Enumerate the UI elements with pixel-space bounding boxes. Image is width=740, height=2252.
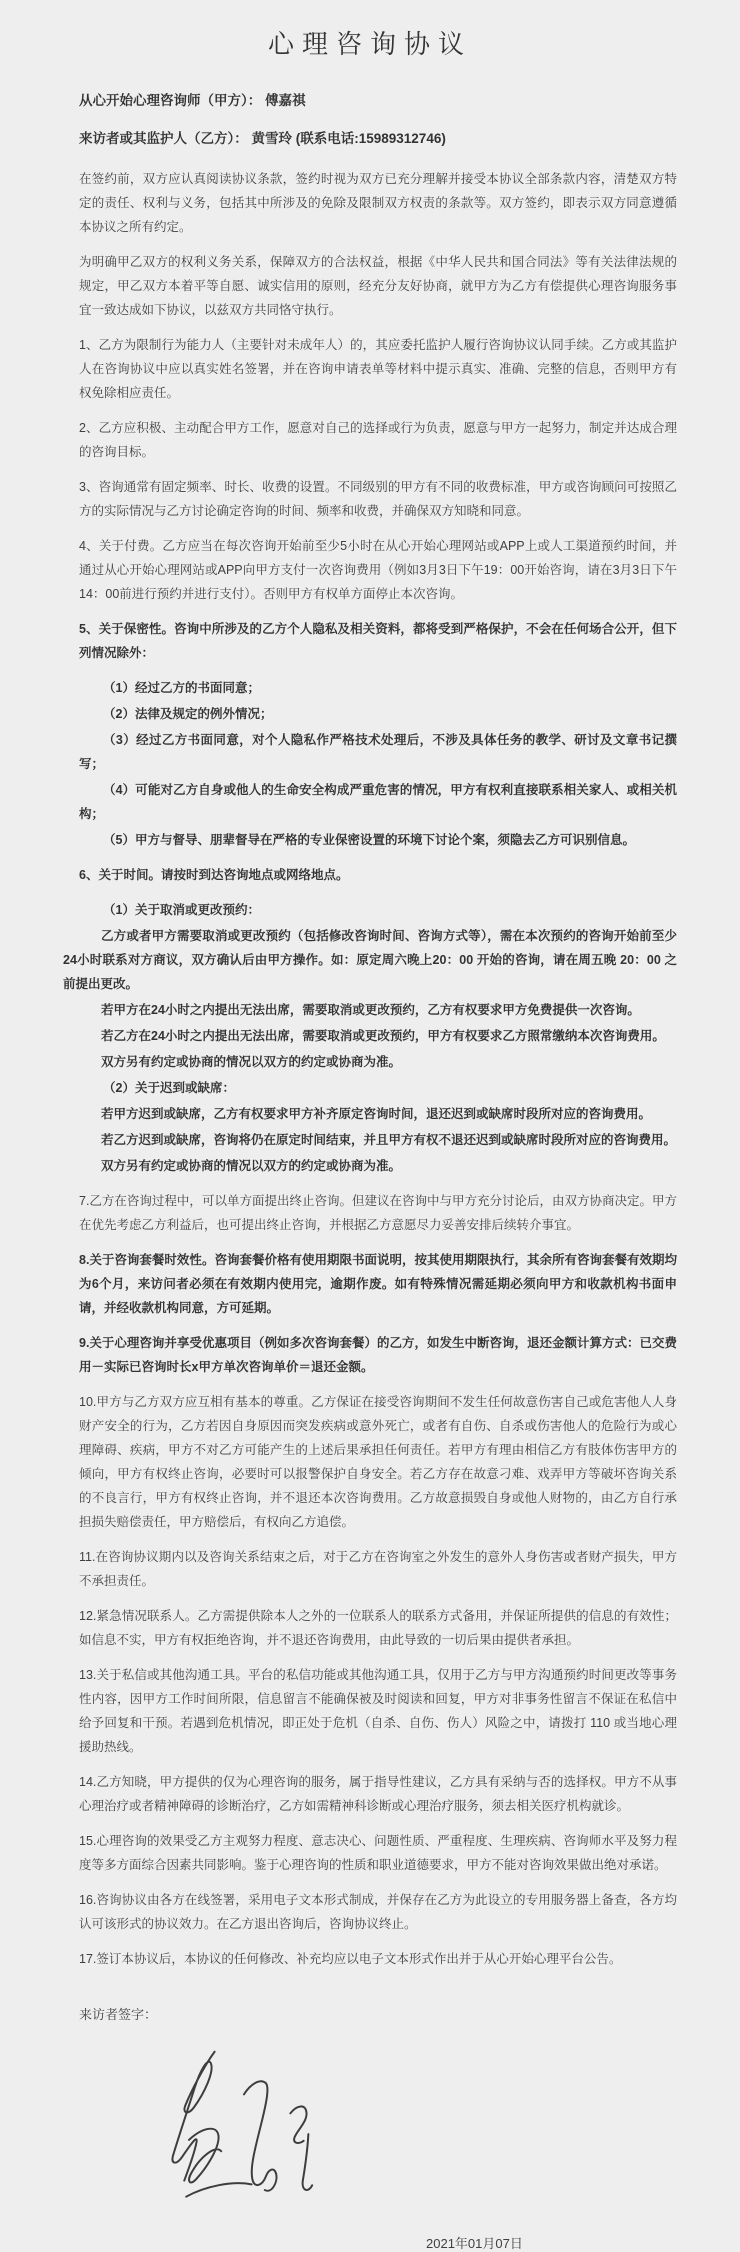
clause-6-sub2-line: 若甲方迟到或缺席，乙方有权要求甲方补齐原定咨询时间，退还迟到或缺席时段所对应的咨询费用。: [101, 1107, 652, 1121]
clause-6-sub1-line: 若乙方在24小时之内提出无法出席，需要取消或更改预约，甲方有权要求乙方照常缴纳本次咨询费用。: [101, 1029, 665, 1043]
clause-17: 17.签订本协议后，本协议的任何修改、补充均应以电子文本形式作出并于从心开始心理平台公告。: [79, 1952, 622, 1966]
clause-9: 9.关于心理咨询并享受优惠项目（例如多次咨询套餐）的乙方，如发生中断咨询，退还金额计算方式：已交费用－实际已咨询时长x甲方单次咨询单价＝退还金额。: [79, 1336, 677, 1374]
party-b-line: 来访者或其监护人（乙方）： 黄雪玲 (联系电话:15989312746): [79, 131, 446, 146]
clause-5-item: （4）可能对乙方自身或他人的生命安全构成严重危害的情况，甲方有权利直接联系相关家人、或相关机构；: [79, 783, 677, 821]
clause-8: 8.关于咨询套餐时效性。咨询套餐价格有使用期限书面说明，按其使用期限执行，其余所有咨询套餐有效期均为6个月，来访问者必须在有效期内使用完，逾期作废。如有特殊情况需延期必须向甲方和收款机构书面申请，并经收款机构同意，方可延期。: [79, 1253, 677, 1315]
handwritten-signature: [158, 2047, 328, 2227]
clause-5-item: （2）法律及规定的例外情况；: [103, 707, 273, 721]
visitor-signature-label: 来访者签字：: [79, 2007, 158, 2022]
clause-3: 3、咨询通常有固定频率、时长、收费的设置。不同级别的甲方有不同的收费标准，甲方或咨询顾问可按照乙方的实际情况与乙方讨论确定咨询的时间、频率和收费，并确保双方知晓和同意。: [79, 480, 677, 518]
clause-5-item: （3）经过乙方书面同意，对个人隐私作严格技术处理后，不涉及具体任务的教学、研讨及文章书记撰写；: [79, 733, 677, 771]
clause-6-sub2-line: 若乙方迟到或缺席，咨询将仍在原定时间结束，并且甲方有权不退还迟到或缺席时段所对应的咨询费用。: [101, 1133, 677, 1147]
clause-6-sub1-line: 若甲方在24小时之内提出无法出席，需要取消或更改预约，乙方有权要求甲方免费提供一次咨询。: [101, 1003, 640, 1017]
clause-12: 12.紧急情况联系人。乙方需提供除本人之外的一位联系人的联系方式备用，并保证所提供的信息的有效性；如信息不实，甲方有权拒绝咨询，并不退还咨询费用，由此导致的一切后果由提供者承担。: [79, 1609, 677, 1647]
clause-2: 2、乙方应积极、主动配合甲方工作，愿意对自己的选择或行为负责，愿意与甲方一起努力，制定并达成合理的咨询目标。: [79, 421, 677, 459]
clause-16: 16.咨询协议由各方在线签署，采用电子文本形式制成，并保存在乙方为此设立的专用服务器上备查，各方均认可该形式的协议效力。在乙方退出咨询后，咨询协议终止。: [79, 1893, 677, 1931]
clause-15: 15.心理咨询的效果受乙方主观努力程度、意志决心、问题性质、严重程度、生理疾病、咨询师水平及努力程度等多方面综合因素共同影响。鉴于心理咨询的性质和职业道德要求，甲方不能对咨询效果做出绝对承诺。: [79, 1834, 677, 1872]
clause-6-sub1-title: （1）关于取消或更改预约：: [103, 903, 260, 917]
clause-10: 10.甲方与乙方双方应互相有基本的尊重。乙方保证在接受咨询期间不发生任何故意伤害自己或危害他人人身财产安全的行为，乙方若因自身原因而突发疾病或意外死亡，或者有自伤、自杀或伤害他人的危险行为或心理障碍、疾病，甲方不对乙方可能产生的上述后果承担任何责任。若甲方有理由相信乙方有肢体伤害甲方的倾向，甲方有权终止咨询，必要时可以报警保护自身安全。若乙方存在故意刁难、戏弄甲方等破坏咨询关系的不良言行，甲方有权终止咨询，并不退还本次咨询费用。乙方故意损毁自身或他人财物的，由乙方自行承担损失赔偿责任，甲方赔偿后，有权向乙方追偿。: [79, 1395, 677, 1529]
clause-5-item: （5）甲方与督导、朋辈督导在严格的专业保密设置的环境下讨论个案，须隐去乙方可识别信息。: [103, 833, 635, 847]
clause-4: 4、关于付费。乙方应当在每次咨询开始前至少5小时在从心开始心理网站或APP上或人工渠道预约时间，并通过从心开始心理网站或APP向甲方支付一次咨询费用（例如3月3日下午19：00开始咨询，请在3月3日下午14：00前进行预约并进行支付）。否则甲方有权单方面停止本次咨询。: [79, 539, 677, 601]
clause-7: 7.乙方在咨询过程中，可以单方面提出终止咨询。但建议在咨询中与甲方充分讨论后，由双方协商决定。甲方在优先考虑乙方利益后，也可提出终止咨询，并根据乙方意愿尽力妥善安排后续转介事宜。: [79, 1194, 677, 1232]
clause-6-sub1-line: 乙方或者甲方需要取消或更改预约（包括修改咨询时间、咨询方式等），需在本次预约的咨询开始前至少24小时联系对方商议，双方确认后由甲方操作。如：原定周六晚上20：00 开始的咨询，请在周五晚 20：00 之前提出更改。: [63, 929, 677, 991]
clause-14: 14.乙方知晓，甲方提供的仅为心理咨询的服务，属于指导性建议，乙方具有采纳与否的选择权。甲方不从事心理治疗或者精神障碍的诊断治疗，乙方如需精神科诊断或心理治疗服务，须去相关医疗机构就诊。: [79, 1775, 677, 1813]
party-a-line: 从心开始心理咨询师（甲方）： 傅嘉祺: [79, 93, 306, 108]
clause-1: 1、乙方为限制行为能力人（主要针对未成年人）的，其应委托监护人履行咨询协议认同手续。乙方或其监护人在咨询协议中应以真实姓名签署，并在咨询申请表单等材料中提示真实、准确、完整的信息，否则甲方有权免除相应责任。: [79, 338, 677, 400]
clause-5-lead: 5、关于保密性。咨询中所涉及的乙方个人隐私及相关资料，都将受到严格保护，不会在任何场合公开，但下列情况除外：: [79, 622, 677, 660]
clause-5-item: （1）经过乙方的书面同意；: [103, 681, 260, 695]
preamble-paragraph: 为明确甲乙双方的权利义务关系，保障双方的合法权益，根据《中华人民共和国合同法》等有关法律法规的规定，甲乙双方本着平等自愿、诚实信用的原则，经充分友好协商，就甲方为乙方有偿提供心理咨询服务事宜一致达成如下协议，以兹双方共同恪守执行。: [79, 255, 677, 317]
sign-date: 2021年01月07日: [426, 2236, 523, 2251]
clause-6-sub2-line: 双方另有约定或协商的情况以双方的约定或协商为准。: [101, 1159, 402, 1173]
clause-6-sub2-title: （2）关于迟到或缺席：: [103, 1081, 235, 1095]
preamble-paragraph: 在签约前，双方应认真阅读协议条款，签约时视为双方已充分理解并接受本协议全部条款内容，清楚双方特定的责任、权利与义务，包括其中所涉及的免除及限制双方权责的条款等。双方签约，即表示双方同意遵循本协议之所有约定。: [79, 172, 677, 234]
clause-11: 11.在咨询协议期内以及咨询关系结束之后，对于乙方在咨询室之外发生的意外人身伤害或者财产损失，甲方不承担责任。: [79, 1550, 677, 1588]
clause-13: 13.关于私信或其他沟通工具。平台的私信功能或其他沟通工具，仅用于乙方与甲方沟通预约时间更改等事务性内容，因甲方工作时间所限，信息留言不能确保被及时阅读和回复，甲方对非事务性留言不保证在私信中给予回复和干预。若遇到危机情况，即正处于危机（自杀、自伤、伤人）风险之中，请拨打 110 或当地心理援助热线。: [79, 1668, 677, 1754]
clause-6-sub1-line: 双方另有约定或协商的情况以双方的约定或协商为准。: [101, 1055, 402, 1069]
page-title: 心理咨询协议: [267, 29, 472, 59]
clause-6-lead: 6、关于时间。请按时到达咨询地点或网络地点。: [79, 868, 349, 882]
